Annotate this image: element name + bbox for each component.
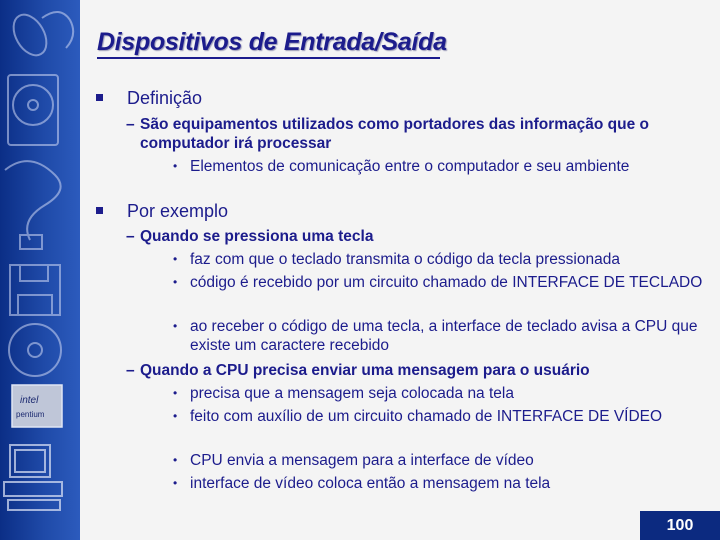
square-bullet-icon bbox=[96, 94, 103, 101]
cd-rom-icon bbox=[9, 324, 61, 376]
title-underline bbox=[97, 57, 440, 59]
case2-item bbox=[173, 407, 710, 426]
computer-icon bbox=[4, 445, 62, 510]
dot-marker: • bbox=[173, 275, 178, 289]
definicao-item bbox=[173, 157, 710, 176]
dot-marker: • bbox=[173, 319, 178, 333]
floppy-disk-icon bbox=[10, 265, 60, 315]
case1-item bbox=[173, 273, 710, 292]
case2-item bbox=[173, 384, 710, 403]
definicao-sub bbox=[126, 115, 700, 153]
dash-marker: – bbox=[126, 116, 135, 133]
case2-text: Quando a CPU precisa enviar uma mensagem para o usuário bbox=[140, 362, 590, 379]
hard-disk-icon bbox=[8, 75, 58, 145]
heading-definicao: Definição bbox=[127, 88, 203, 108]
case1 bbox=[126, 227, 700, 246]
definicao-item-text: Elementos de comunicação entre o computador e seu ambiente bbox=[190, 158, 630, 175]
case2-item-text: CPU envia a mensagem para a interface de vídeo bbox=[190, 452, 534, 469]
svg-text:intel: intel bbox=[20, 395, 39, 406]
slide-title: Dispositivos de Entrada/Saída bbox=[97, 28, 447, 56]
case1-item-text: ao receber o código de uma tecla, a interface de teclado avisa a CPU que existe um caractere recebido bbox=[190, 318, 698, 354]
case1-item bbox=[173, 317, 710, 355]
case2-item-text: feito com auxílio de um circuito chamado de INTERFACE DE VÍDEO bbox=[190, 408, 663, 425]
case2-item-text: interface de vídeo coloca então a mensagem na tela bbox=[190, 475, 551, 492]
dot-marker: • bbox=[173, 159, 178, 173]
dash-marker: – bbox=[126, 228, 135, 245]
case2-item-text: precisa que a mensagem seja colocada na tela bbox=[190, 385, 514, 402]
square-bullet-icon bbox=[96, 207, 103, 214]
intel-pentium-chip-icon bbox=[12, 385, 62, 427]
dot-marker: • bbox=[173, 386, 178, 400]
case1-item-text: código é recebido por um circuito chamado de INTERFACE DE TECLADO bbox=[190, 274, 703, 291]
mouse-icon bbox=[7, 9, 73, 61]
case2 bbox=[126, 361, 700, 380]
dot-marker: • bbox=[173, 409, 178, 423]
heading-exemplo: Por exemplo bbox=[127, 201, 229, 221]
dot-marker: • bbox=[173, 252, 178, 266]
page-number-badge: 100 bbox=[640, 511, 720, 540]
dash-marker: – bbox=[126, 362, 135, 379]
svg-text:pentium: pentium bbox=[16, 410, 45, 419]
dot-marker: • bbox=[173, 476, 178, 490]
decorative-sidebar bbox=[0, 0, 80, 540]
dot-marker: • bbox=[173, 453, 178, 467]
case2-item bbox=[173, 474, 710, 493]
cable-connector-icon bbox=[5, 161, 61, 249]
case2-item bbox=[173, 451, 710, 470]
case1-text: Quando se pressiona uma tecla bbox=[140, 228, 374, 245]
case1-item bbox=[173, 250, 710, 269]
definicao-sub-text: São equipamentos utilizados como portadores das informação que o computador irá processar bbox=[140, 116, 650, 152]
case1-item-text: faz com que o teclado transmita o código da tecla pressionada bbox=[190, 251, 620, 268]
